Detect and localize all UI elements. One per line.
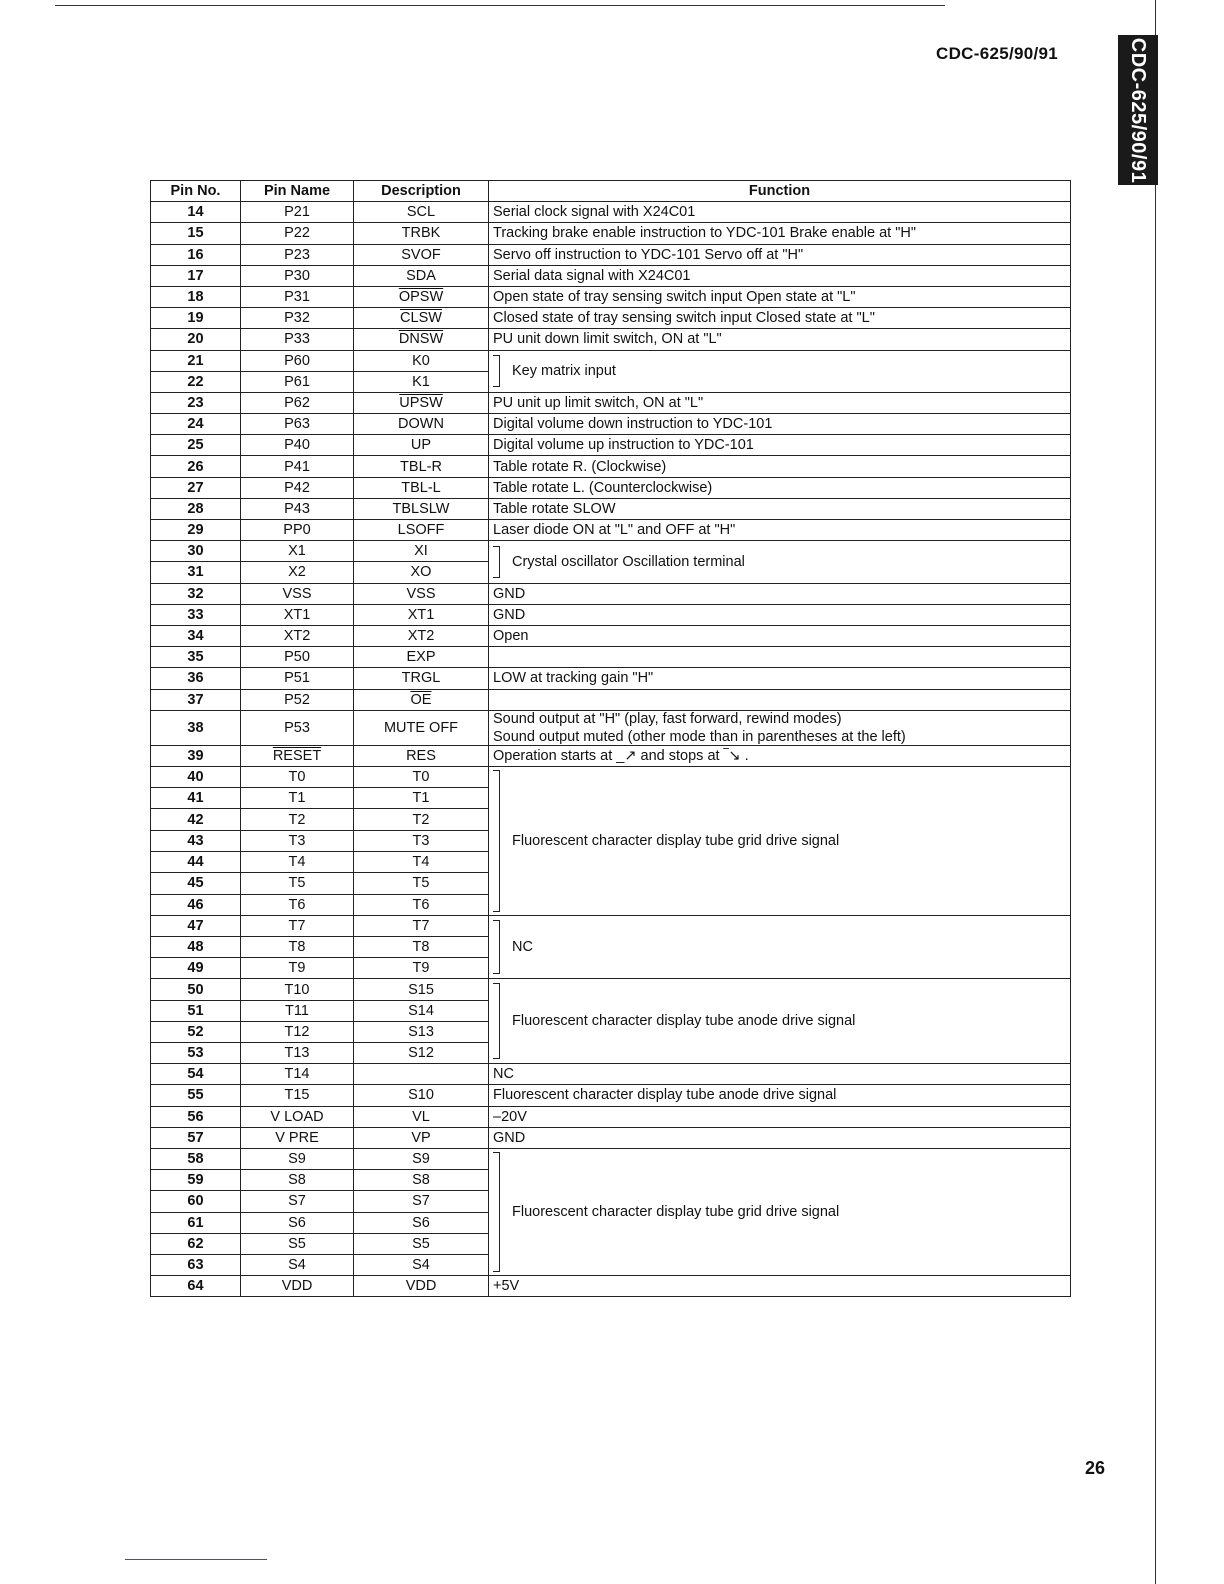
pin-description: TRBK [354,223,489,244]
pin-description: CLSW [354,308,489,329]
table-row [151,202,1071,223]
pin-number: 23 [151,392,241,413]
pin-name: P63 [241,414,354,435]
pin-function [489,604,1071,625]
function-text: LOW at tracking gain "H" [493,670,654,687]
pin-number: 26 [151,456,241,477]
pin-name: X2 [241,562,354,583]
pin-number: 42 [151,809,241,830]
pin-name: T3 [241,830,354,851]
pin-number: 57 [151,1127,241,1148]
pin-function [489,477,1071,498]
function-text: PU unit down limit switch, ON at "L" [493,331,722,348]
pin-name: VSS [241,583,354,604]
pin-number: 16 [151,244,241,265]
bottom-link-underline [125,1559,267,1560]
pin-number: 31 [151,562,241,583]
pin-function [489,1148,1071,1275]
column-header-function: Function [489,181,1071,202]
table-row [151,710,1071,745]
function-text: GND [493,1129,526,1146]
pin-function [489,244,1071,265]
table-row [151,1085,1071,1106]
pin-number: 37 [151,689,241,710]
function-text: Key matrix input [512,363,616,380]
pin-description: S8 [354,1170,489,1191]
pin-description: TBLSLW [354,498,489,519]
pin-function [489,979,1071,1064]
pin-name: T11 [241,1000,354,1021]
pin-function [489,689,1071,710]
pin-name: P42 [241,477,354,498]
function-text: Operation starts at _↗ and stops at ‾↘ . [493,747,749,764]
pin-function [489,625,1071,646]
pin-name: P32 [241,308,354,329]
pin-name: T9 [241,958,354,979]
pin-name: T1 [241,788,354,809]
pin-name: V LOAD [241,1106,354,1127]
pin-number: 32 [151,583,241,604]
pin-number: 41 [151,788,241,809]
pin-description: TRGL [354,668,489,689]
pin-name: P21 [241,202,354,223]
function-text: Serial clock signal with X24C01 [493,204,696,221]
pin-name: P60 [241,350,354,371]
pin-name: P53 [241,710,354,745]
pin-description: S12 [354,1043,489,1064]
pin-description: T9 [354,958,489,979]
pin-name: T8 [241,937,354,958]
pin-number: 22 [151,371,241,392]
pin-number: 61 [151,1212,241,1233]
table-row [151,498,1071,519]
pin-description: UP [354,435,489,456]
pin-description: VDD [354,1276,489,1297]
function-text: Servo off instruction to YDC-101 Servo off at "H" [493,246,804,263]
function-text: Fluorescent character display tube grid drive signal [512,1204,840,1220]
pin-description: EXP [354,647,489,668]
function-text: Table rotate SLOW [493,500,616,517]
pin-description: VP [354,1127,489,1148]
pin-name: S4 [241,1254,354,1275]
pin-description: UPSW [354,392,489,413]
pin-name: S9 [241,1148,354,1169]
pin-number: 46 [151,894,241,915]
pin-function [489,1064,1071,1085]
pin-name: T2 [241,809,354,830]
pin-number: 48 [151,937,241,958]
pin-number: 45 [151,873,241,894]
pin-description: T6 [354,894,489,915]
pin-description: XT1 [354,604,489,625]
pin-description: LSOFF [354,520,489,541]
function-text: –20V [493,1108,527,1125]
pin-name: XT1 [241,604,354,625]
pin-number: 55 [151,1085,241,1106]
pin-number: 44 [151,852,241,873]
function-text: Sound output at "H" (play, fast forward, rewind modes) [493,710,842,727]
pin-description: DNSW [354,329,489,350]
function-text: GND [493,585,526,602]
table-row [151,265,1071,286]
pin-description: K0 [354,350,489,371]
table-row [151,915,1071,936]
pin-description [354,1064,489,1085]
function-text: PU unit up limit switch, ON at "L" [493,394,704,411]
pin-name: S7 [241,1191,354,1212]
bracket-mark [493,546,500,578]
pin-description: RES [354,745,489,766]
pin-description: DOWN [354,414,489,435]
pin-name: P33 [241,329,354,350]
table-row [151,308,1071,329]
side-tab-label: CDC-625/90/91 [1127,37,1150,183]
function-text: Fluorescent character display tube grid drive signal [512,832,840,849]
table-row [151,1148,1071,1169]
pin-name: T14 [241,1064,354,1085]
pin-function [489,202,1071,223]
pin-number: 17 [151,265,241,286]
pin-description: T7 [354,915,489,936]
pin-number: 21 [151,350,241,371]
pin-name: T12 [241,1021,354,1042]
function-text: Table rotate L. (Counterclockwise) [493,479,713,496]
pin-number: 15 [151,223,241,244]
function-text: Closed state of tray sensing switch input Closed state at "L" [493,310,875,327]
pin-number: 59 [151,1170,241,1191]
pin-number: 54 [151,1064,241,1085]
pin-number: 33 [151,604,241,625]
pin-name: PP0 [241,520,354,541]
pin-function [489,456,1071,477]
bracket-mark [493,920,500,974]
pin-function [489,668,1071,689]
pin-description: VL [354,1106,489,1127]
pin-number: 34 [151,625,241,646]
bracket-mark [493,983,500,1059]
pin-number: 58 [151,1148,241,1169]
function-text: Open [493,628,529,645]
pin-description: T5 [354,873,489,894]
table-row [151,1064,1071,1085]
pin-number: 56 [151,1106,241,1127]
pin-name: T0 [241,766,354,787]
pin-description: T1 [354,788,489,809]
pin-name: T15 [241,1085,354,1106]
header-model: CDC-625/90/91 [936,44,1059,63]
pin-description: S13 [354,1021,489,1042]
pin-name: P51 [241,668,354,689]
pin-function [489,435,1071,456]
column-header-pin-name: Pin Name [241,181,354,202]
pin-function [489,1127,1071,1148]
table-row [151,668,1071,689]
pin-name: P40 [241,435,354,456]
table-row [151,1127,1071,1148]
table-row [151,350,1071,371]
pin-name: P61 [241,371,354,392]
column-header-pin-no: Pin No. [151,181,241,202]
pin-number: 14 [151,202,241,223]
pin-description: S15 [354,979,489,1000]
pin-name: P30 [241,265,354,286]
function-text: Open state of tray sensing switch input Open state at "L" [493,289,856,306]
table-row [151,647,1071,668]
table-row [151,1276,1071,1297]
pin-description: T0 [354,766,489,787]
table-row [151,625,1071,646]
function-text: NC [493,1066,514,1083]
pin-name: P23 [241,244,354,265]
table-row [151,329,1071,350]
function-text: Tracking brake enable instruction to YDC-101 Brake enable at "H" [493,225,916,242]
pin-description: TBL-L [354,477,489,498]
table-row [151,541,1071,562]
pin-description: XI [354,541,489,562]
table-row [151,414,1071,435]
pin-name: RESET [241,745,354,766]
table-row [151,286,1071,307]
column-header-description: Description [354,181,489,202]
pin-number: 29 [151,520,241,541]
pin-name: S8 [241,1170,354,1191]
pin-description: T3 [354,830,489,851]
pin-function [489,308,1071,329]
pin-number: 43 [151,830,241,851]
function-text: GND [493,606,526,623]
pin-number: 49 [151,958,241,979]
table-row [151,520,1071,541]
pin-number: 35 [151,647,241,668]
pin-description: S14 [354,1000,489,1021]
pin-description: XT2 [354,625,489,646]
pin-number: 30 [151,541,241,562]
pin-description: TBL-R [354,456,489,477]
pin-number: 50 [151,979,241,1000]
side-tab [1118,35,1158,185]
top-rule [55,5,945,6]
table-row [151,244,1071,265]
pin-name: P41 [241,456,354,477]
pin-description: SCL [354,202,489,223]
function-text: Table rotate R. (Clockwise) [493,458,667,475]
pin-function [489,414,1071,435]
pin-name: T10 [241,979,354,1000]
pin-name: P31 [241,286,354,307]
pin-number: 60 [151,1191,241,1212]
pin-number: 47 [151,915,241,936]
pin-description: S4 [354,1254,489,1275]
pin-description: S7 [354,1191,489,1212]
function-text: Fluorescent character display tube anode drive signal [493,1087,837,1104]
pin-function [489,1276,1071,1297]
pin-description: SDA [354,265,489,286]
function-text: NC [512,939,533,956]
pin-number: 63 [151,1254,241,1275]
pin-description: XO [354,562,489,583]
bracket-mark [493,770,500,912]
function-text: +5V [493,1278,520,1295]
bracket-mark [493,355,500,387]
table-row [151,1106,1071,1127]
pin-number: 52 [151,1021,241,1042]
function-text: Digital volume up instruction to YDC-101 [493,437,754,454]
pin-number: 38 [151,710,241,745]
pin-number: 20 [151,329,241,350]
pin-description: S9 [354,1148,489,1169]
pin-function [489,1085,1071,1106]
pin-number: 28 [151,498,241,519]
pin-name: P62 [241,392,354,413]
table-row [151,435,1071,456]
pin-description: $\overline{OE}$ [354,689,489,710]
pin-number: 40 [151,766,241,787]
pin-name: P52 [241,689,354,710]
table-row [151,583,1071,604]
table-row [151,979,1071,1000]
pin-function-table [150,180,1071,1297]
table-row [151,689,1071,710]
pin-number: 39 [151,745,241,766]
table-row [151,766,1071,787]
pin-name: S5 [241,1233,354,1254]
pin-number: 18 [151,286,241,307]
page-number: 26 [1085,1458,1106,1478]
pin-function [489,915,1071,979]
pin-description: S6 [354,1212,489,1233]
pin-description: S10 [354,1085,489,1106]
pin-name: X1 [241,541,354,562]
pin-function [489,329,1071,350]
pin-function [489,541,1071,583]
pin-description: T2 [354,809,489,830]
pin-name: XT2 [241,625,354,646]
function-text: Crystal oscillator Oscillation terminal [512,553,745,570]
pin-description: VSS [354,583,489,604]
pin-name: T4 [241,852,354,873]
pin-description: MUTE OFF [354,710,489,745]
pin-number: 25 [151,435,241,456]
pin-function [489,766,1071,915]
pin-name: VDD [241,1276,354,1297]
table-row [151,477,1071,498]
table-row [151,223,1071,244]
pin-name: T6 [241,894,354,915]
pin-function [489,583,1071,604]
pin-function [489,1106,1071,1127]
table-row [151,392,1071,413]
function-text: Serial data signal with X24C01 [493,267,691,284]
pin-number: 27 [151,477,241,498]
right-margin-rule [1155,0,1156,1584]
pin-number: 24 [151,414,241,435]
function-text: Laser diode ON at "L" and OFF at "H" [493,522,736,539]
table-row [151,745,1071,766]
pin-description: T4 [354,852,489,873]
function-text-second-line: Sound output muted (other mode than in parentheses at the left) [493,728,906,745]
function-text: Fluorescent character display tube anode drive signal [512,1013,856,1030]
pin-number: 19 [151,308,241,329]
pin-name: P22 [241,223,354,244]
pin-function [489,265,1071,286]
pin-table-body [151,202,1071,1297]
pin-function [489,520,1071,541]
pin-function [489,223,1071,244]
pin-function [489,647,1071,668]
pin-name: T5 [241,873,354,894]
pin-name: S6 [241,1212,354,1233]
pin-number: 51 [151,1000,241,1021]
pin-number: 36 [151,668,241,689]
pin-number: 53 [151,1043,241,1064]
pin-number: 62 [151,1233,241,1254]
pin-function [489,745,1071,766]
bracket-mark [493,1152,500,1272]
pin-description: S5 [354,1233,489,1254]
pin-name: P43 [241,498,354,519]
pin-description: OPSW [354,286,489,307]
table-row [151,604,1071,625]
pin-function [489,350,1071,392]
pin-number: 64 [151,1276,241,1297]
table-row [151,456,1071,477]
pin-name: T7 [241,915,354,936]
pin-function [489,286,1071,307]
pin-description: SVOF [354,244,489,265]
pin-description: T8 [354,937,489,958]
pin-name: V PRE [241,1127,354,1148]
pin-function [489,498,1071,519]
pin-function [489,392,1071,413]
pin-description: K1 [354,371,489,392]
pin-name: P50 [241,647,354,668]
pin-function [489,710,1071,745]
function-text: Digital volume down instruction to YDC-101 [493,416,773,433]
pin-name: T13 [241,1043,354,1064]
table-header-row [151,181,1071,202]
